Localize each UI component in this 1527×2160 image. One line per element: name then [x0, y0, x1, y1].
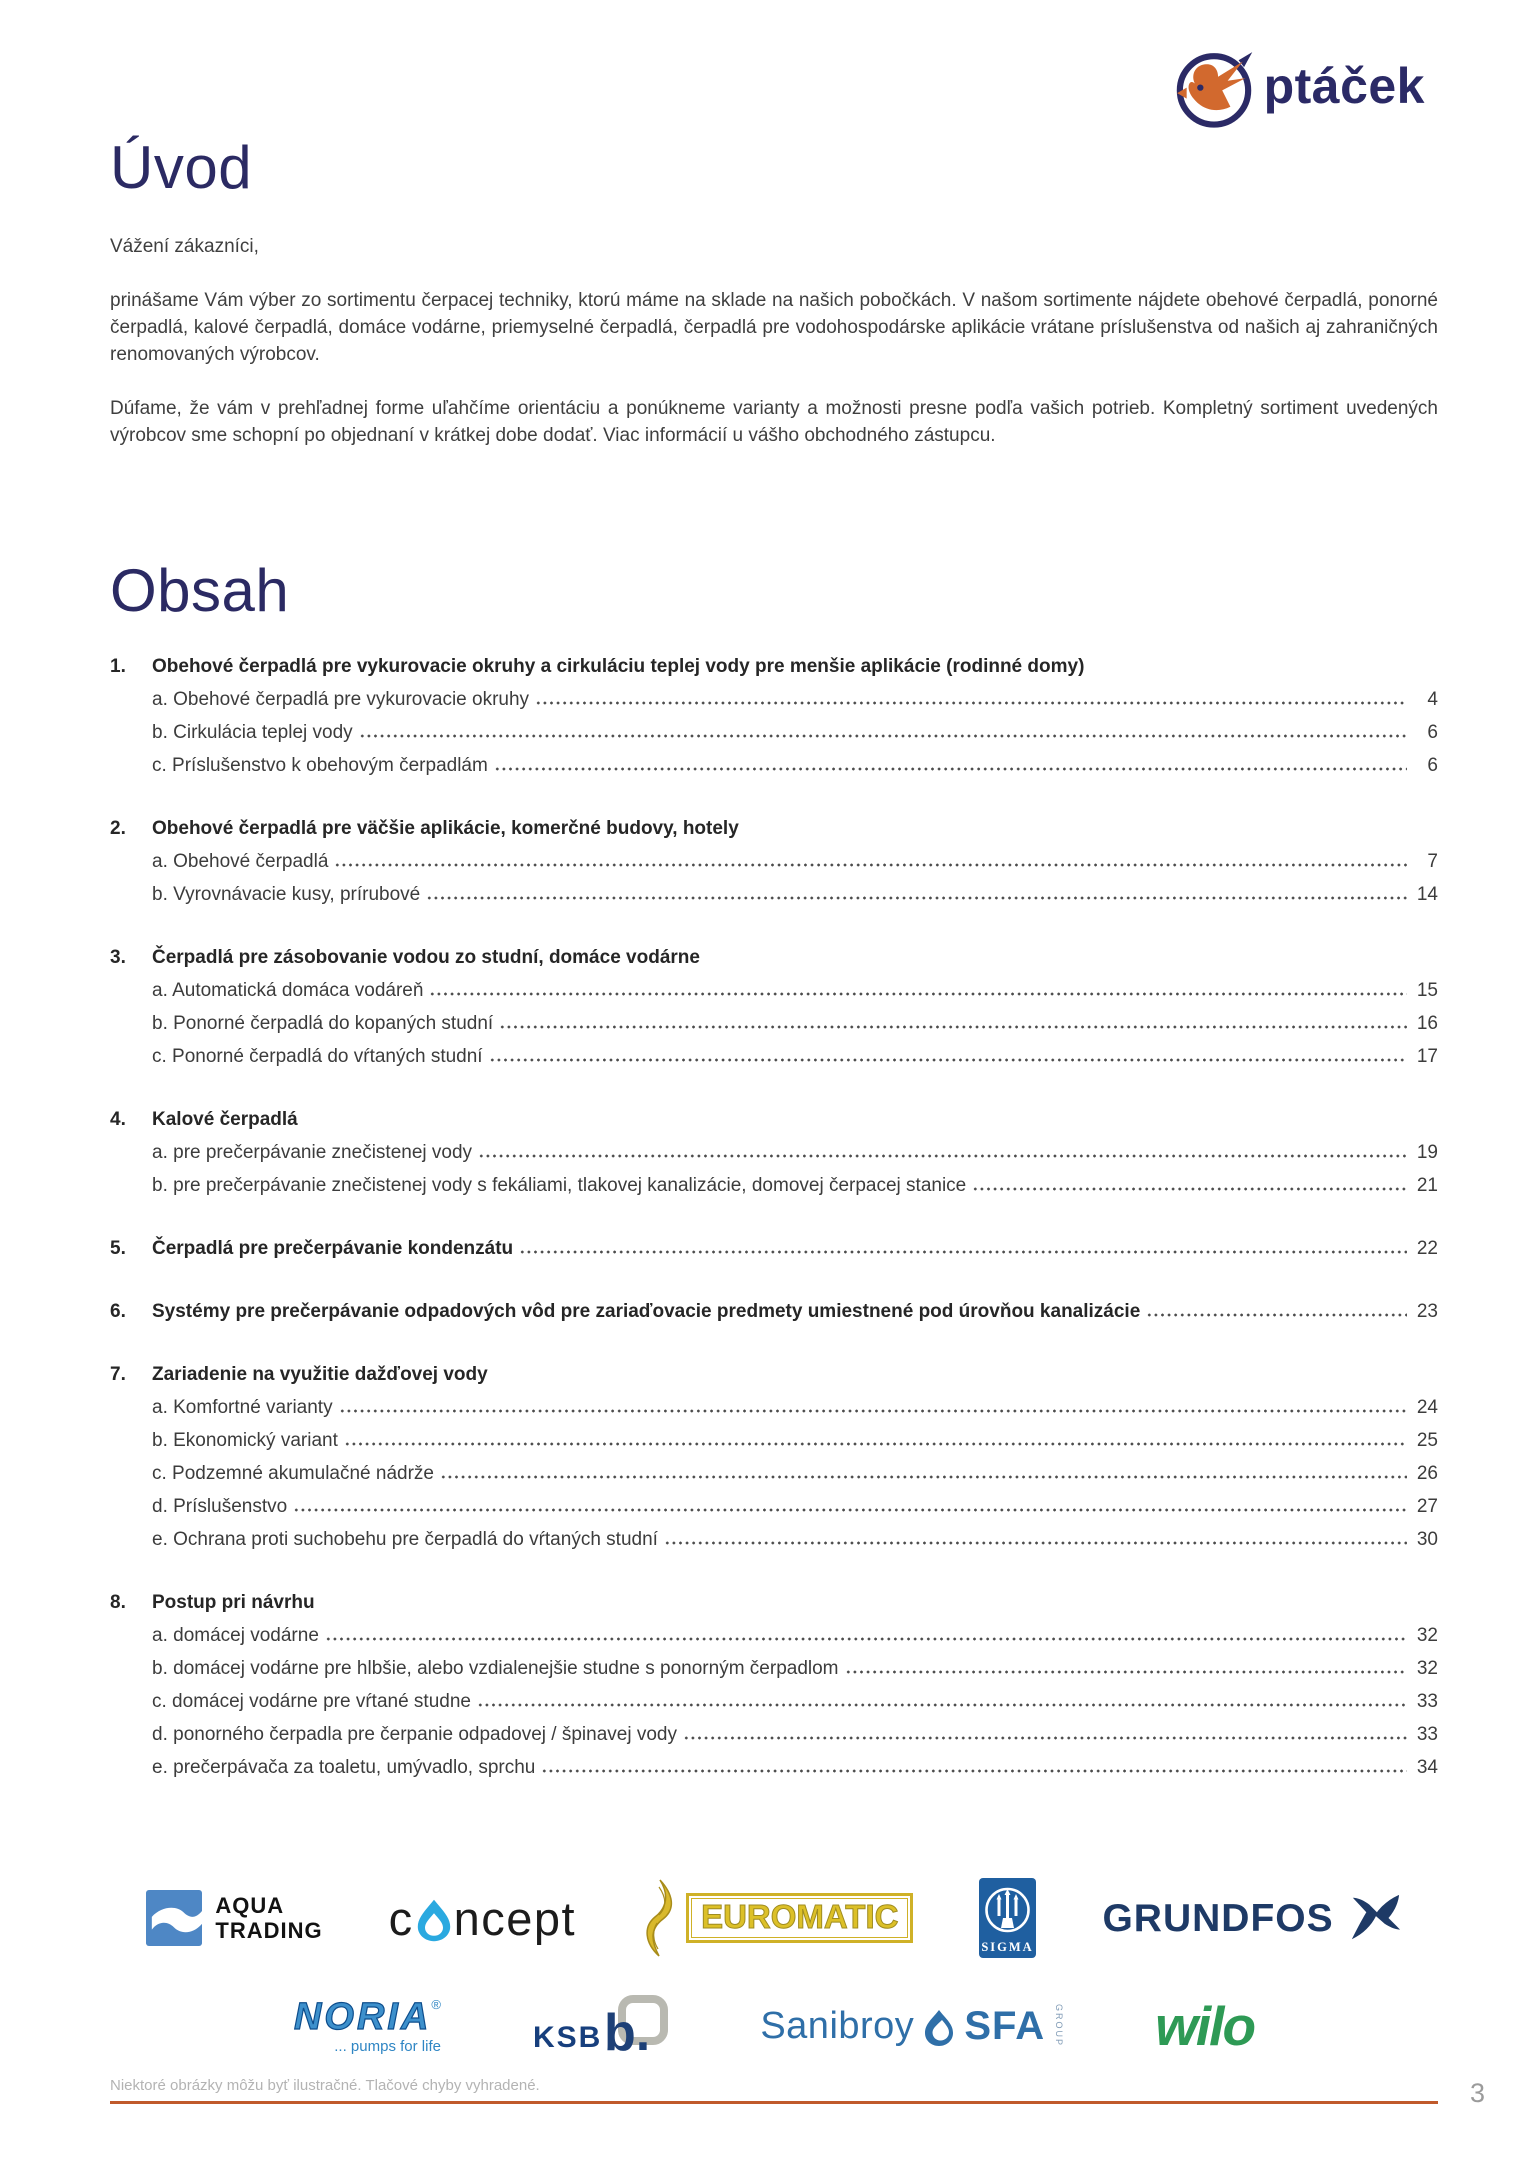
toc-dot-leader — [541, 1751, 1407, 1784]
toc-item — [110, 845, 1438, 878]
intro-paragraph-2: Dúfame, že vám v prehľadnej forme uľahčíme orientáciu a ponúkneme varianty a možnosti presne podľa vašich potrieb. Kompletný sortiment uvedených výrobcov sme schopní po objednaní v krátkej dobe dodať. Viac informácií u vášho obchodného zástupcu. — [110, 398, 1438, 446]
toc-item-label: a. Komfortné varianty — [152, 1397, 333, 1418]
toc-title: Obsah — [110, 557, 290, 624]
toc-item — [110, 1391, 1438, 1424]
toc-item — [110, 1424, 1438, 1457]
toc-section-heading — [110, 650, 1438, 683]
page-number: 3 — [1469, 2078, 1485, 2108]
toc-dot-leader — [519, 1232, 1407, 1265]
sanibroy-wordmark: Sanibroy — [760, 2004, 915, 2047]
toc-page-number: 34 — [1416, 1757, 1438, 1778]
toc-page-number: 6 — [1427, 722, 1438, 743]
toc-dot-leader — [683, 1718, 1407, 1751]
concept-letter-c: c — [388, 1891, 414, 1945]
toc-section — [110, 1295, 1438, 1328]
toc-item-label: a. pre prečerpávanie znečistenej vody — [152, 1142, 473, 1163]
aqua-trading-wave-icon — [146, 1890, 202, 1946]
toc-section — [110, 1232, 1438, 1265]
toc-item — [110, 878, 1438, 911]
toc-item-label: b. pre prečerpávanie znečistenej vody s fekáliami, tlakovej kanalizácie, domovej čerpacej stanice — [152, 1175, 967, 1196]
toc-section-number: 4. — [110, 1109, 126, 1130]
toc-section — [110, 1103, 1438, 1202]
toc-dot-leader — [359, 716, 1407, 749]
toc-item-label: a. Automatická domáca vodáreň — [152, 980, 424, 1001]
grundfos-logo — [1102, 1891, 1401, 1945]
aqua-word: AQUA — [215, 1893, 285, 1918]
toc-page-number: 6 — [1427, 755, 1438, 776]
toc-page-number: 26 — [1416, 1463, 1438, 1484]
toc-item — [110, 1652, 1438, 1685]
euromatic-leaf-icon — [642, 1879, 678, 1957]
toc-page-number: 33 — [1416, 1724, 1438, 1745]
toc-item — [110, 1040, 1438, 1073]
grundfos-x-icon — [1348, 1891, 1402, 1945]
toc-section-number: 2. — [110, 818, 126, 839]
ptacek-wordmark: ptáček — [1263, 58, 1425, 114]
ksb-wordmark: KSB — [532, 2021, 603, 2054]
ksb-frame-b-icon — [604, 1994, 668, 2058]
toc-section-heading — [110, 1586, 1438, 1619]
toc-section-heading — [110, 1295, 1438, 1328]
toc-item-label: d. ponorného čerpadla pre čerpanie odpadovej / špinavej vody — [152, 1724, 677, 1745]
intro-title: Úvod — [110, 134, 253, 201]
toc-dot-leader — [325, 1619, 1407, 1652]
toc-item — [110, 974, 1438, 1007]
toc-section-number: 1. — [110, 656, 126, 677]
toc-item-label: a. Obehové čerpadlá — [152, 851, 329, 872]
toc-section — [110, 1358, 1438, 1556]
toc-section-number: 8. — [110, 1592, 126, 1613]
toc-item — [110, 1457, 1438, 1490]
concept-drop-icon — [416, 1898, 452, 1943]
sanibroy-sfa-logo — [760, 2004, 1063, 2047]
toc-item-label: c. Podzemné akumulačné nádrže — [152, 1463, 434, 1484]
toc-section-title: Postup pri návrhu — [152, 1592, 315, 1613]
toc-dot-leader — [334, 845, 1407, 878]
toc-dot-leader — [478, 1136, 1407, 1169]
toc-dot-leader — [535, 683, 1407, 716]
toc-page-number: 33 — [1416, 1691, 1438, 1712]
toc-section-title: Systémy pre prečerpávanie odpadových vôd pre zariaďovacie predmety umiestnené pod úrovňou kanalizácie — [152, 1301, 1141, 1322]
toc-page-number: 30 — [1416, 1529, 1438, 1550]
toc-dot-leader — [429, 974, 1407, 1007]
toc-page-number: 25 — [1416, 1430, 1438, 1451]
concept-logo — [388, 1891, 577, 1945]
toc-item-label: b. domácej vodárne pre hlbšie, alebo vzdialenejšie studne s ponorným čerpadlom — [152, 1658, 839, 1679]
toc-dot-leader — [477, 1685, 1407, 1718]
aqua-trading-wordmark — [215, 1893, 322, 1943]
toc-item-label: d. Príslušenstvo — [152, 1496, 288, 1517]
toc-dot-leader — [499, 1007, 1407, 1040]
toc-item — [110, 683, 1438, 716]
toc-section-title: Čerpadlá pre prečerpávanie kondenzátu — [152, 1238, 514, 1259]
toc-dot-leader — [494, 749, 1407, 782]
toc-section — [110, 941, 1438, 1073]
sigma-logo — [979, 1878, 1036, 1958]
brand-logos-row-2 — [110, 1994, 1438, 2058]
toc-page-number: 21 — [1416, 1175, 1438, 1196]
brand-logos — [110, 1878, 1438, 2058]
toc-dot-leader — [845, 1652, 1407, 1685]
toc-item — [110, 1685, 1438, 1718]
toc-page-number: 17 — [1416, 1046, 1438, 1067]
toc-item — [110, 1136, 1438, 1169]
toc-page-number: 32 — [1416, 1658, 1438, 1679]
toc-item — [110, 1523, 1438, 1556]
toc-item-label: a. domácej vodárne — [152, 1625, 319, 1646]
toc-section-number: 3. — [110, 947, 126, 968]
intro-paragraph-1: prinášame Vám výber zo sortimentu čerpacej techniky, ktorú máme na sklade na našich pobočkách. V našom sortimente nájdete obehové čerpadlá, ponorné čerpadlá, kalové čerpadlá, domáce vodárne, priemyselné čerpadlá, čerpadlá pre vodohospodárske aplikácie vrátane príslušenstva od našich aj zahraničných renomovaných výrobcov. — [110, 290, 1438, 365]
toc-section-heading — [110, 1103, 1438, 1136]
toc-item — [110, 716, 1438, 749]
toc-item — [110, 1751, 1438, 1784]
ptacek-bird-icon — [1173, 48, 1255, 130]
toc-item-label: c. Príslušenstvo k obehovým čerpadlám — [152, 755, 488, 776]
sfa-wordmark: SFA — [964, 2003, 1046, 2048]
toc-item-label: a. Obehové čerpadlá pre vykurovacie okruhy — [152, 689, 530, 710]
sigma-trident-icon — [979, 1878, 1036, 1958]
footer-divider-line — [110, 2101, 1438, 2104]
toc-item — [110, 1718, 1438, 1751]
footer-disclaimer: Niektoré obrázky môžu byť ilustračné. Tlačové chyby vyhradené. — [110, 2077, 540, 2094]
intro-salutation: Vážení zákazníci, — [110, 236, 259, 257]
euromatic-logo — [642, 1879, 913, 1957]
wilo-logo — [1155, 1994, 1255, 2057]
toc-section-title: Kalové čerpadlá — [152, 1109, 298, 1130]
noria-tagline: ... pumps for life — [334, 2037, 441, 2055]
toc-section-heading — [110, 941, 1438, 974]
toc-section-title: Obehové čerpadlá pre väčšie aplikácie, komerčné budovy, hotely — [152, 818, 739, 839]
toc-section-number: 7. — [110, 1364, 126, 1385]
toc-item — [110, 1007, 1438, 1040]
sfa-drop-icon — [923, 2009, 955, 2047]
toc-dot-leader — [489, 1040, 1407, 1073]
concept-letters-ncept: ncept — [453, 1891, 577, 1945]
toc-dot-leader — [664, 1523, 1407, 1556]
toc-dot-leader — [344, 1424, 1407, 1457]
ptacek-logo — [1173, 48, 1425, 130]
toc-dot-leader — [1146, 1295, 1407, 1328]
toc-page-number: 27 — [1416, 1496, 1438, 1517]
toc-dot-leader — [293, 1490, 1407, 1523]
toc-section-heading — [110, 1232, 1438, 1265]
toc-section-number: 5. — [110, 1238, 126, 1259]
registered-mark-icon: ® — [431, 1996, 441, 2012]
toc-item — [110, 749, 1438, 782]
noria-wordmark-row — [293, 1995, 441, 2038]
toc-item-label: b. Ekonomický variant — [152, 1430, 338, 1451]
toc-section-heading — [110, 812, 1438, 845]
toc-page-number: 14 — [1416, 884, 1438, 905]
toc-list — [110, 650, 1438, 1784]
toc-page-number: 32 — [1416, 1625, 1438, 1646]
ksb-b-mark: b. — [604, 2004, 651, 2058]
toc-section-title: Čerpadlá pre zásobovanie vodou zo studní, domáce vodárne — [152, 947, 700, 968]
toc-section — [110, 812, 1438, 911]
toc-item — [110, 1169, 1438, 1202]
toc-item-label: e. Ochrana proti suchobehu pre čerpadlá do vŕtaných studní — [152, 1529, 658, 1550]
toc-item — [110, 1490, 1438, 1523]
trading-word: TRADING — [215, 1918, 323, 1943]
ksb-logo — [533, 1994, 668, 2058]
page-footer — [110, 2078, 1438, 2104]
toc-item-label: c. Ponorné čerpadlá do vŕtaných studní — [152, 1046, 483, 1067]
brand-logos-row-1 — [110, 1878, 1438, 1958]
toc-section-heading — [110, 1358, 1438, 1391]
sfa-group-label: GROUP — [1054, 2004, 1065, 2048]
toc-section — [110, 650, 1438, 782]
wilo-wordmark: wilo — [1155, 1994, 1255, 2057]
euromatic-wordmark: EUROMATIC — [686, 1893, 913, 1943]
aqua-trading-logo — [146, 1890, 322, 1946]
toc-page-number: 4 — [1427, 689, 1438, 710]
toc-dot-leader — [972, 1169, 1407, 1202]
toc-section-title: Obehové čerpadlá pre vykurovacie okruhy a cirkuláciu teplej vody pre menšie aplikácie (rodinné domy) — [152, 656, 1085, 677]
sigma-wordmark: SIGMA — [981, 1940, 1035, 1954]
noria-wordmark: NORIA — [293, 1995, 432, 2038]
toc-page-number: 23 — [1416, 1301, 1438, 1322]
noria-logo — [293, 1995, 441, 2055]
toc-item-label: c. domácej vodárne pre vŕtané studne — [152, 1691, 471, 1712]
toc-dot-leader — [339, 1391, 1407, 1424]
toc-dot-leader — [426, 878, 1407, 911]
toc-section-number: 6. — [110, 1301, 126, 1322]
toc-section — [110, 1586, 1438, 1784]
toc-item-label: b. Vyrovnávacie kusy, prírubové — [152, 884, 421, 905]
toc-page-number: 19 — [1416, 1142, 1438, 1163]
toc-page-number: 22 — [1416, 1238, 1438, 1259]
toc-page-number: 15 — [1416, 980, 1438, 1001]
toc-page-number: 16 — [1416, 1013, 1438, 1034]
toc-section-title: Zariadenie na využitie dažďovej vody — [152, 1364, 488, 1385]
toc-item-label: b. Ponorné čerpadlá do kopaných studní — [152, 1013, 494, 1034]
toc-page-number: 24 — [1416, 1397, 1438, 1418]
toc-item-label: b. Cirkulácia teplej vody — [152, 722, 353, 743]
grundfos-wordmark: GRUNDFOS — [1102, 1896, 1334, 1940]
toc-dot-leader — [440, 1457, 1407, 1490]
toc-item — [110, 1619, 1438, 1652]
toc-item-label: e. prečerpávača za toaletu, umývadlo, sprchu — [152, 1757, 536, 1778]
toc-page-number: 7 — [1427, 851, 1438, 872]
